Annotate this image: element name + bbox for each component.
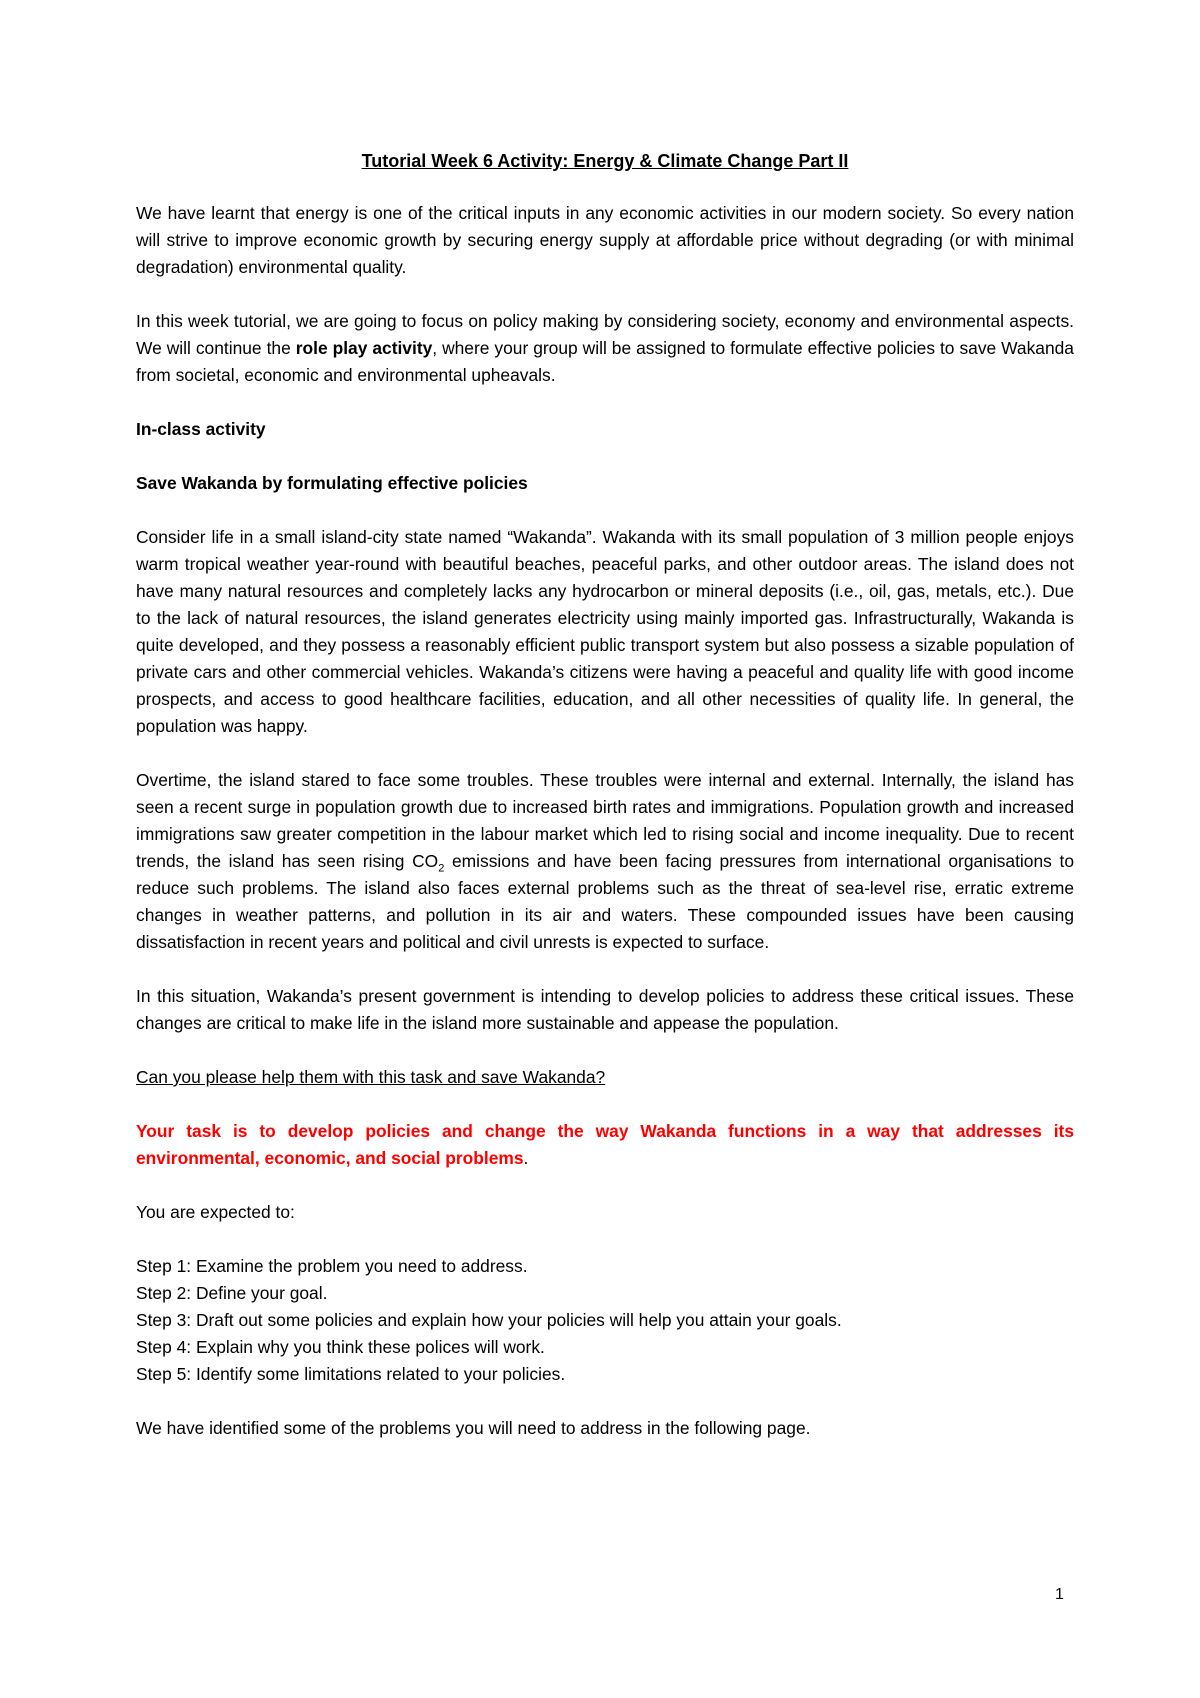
situation-paragraph: In this situation, Wakanda’s present government is intending to develop policies to address these critical issues. These changes are critical to make life in the island more sustainable and appease the population. [136, 986, 1074, 1033]
troubles-text-after: emissions and have been facing pressures from international organisations to reduce such problems. The island also faces external problems such as the threat of sea-level rise, erratic extreme changes in weather patterns, and pollution in its air and waters. These compounded issues have been causing dissatisfaction in recent years and political and civil unrests is expected to surface. [136, 851, 1074, 952]
step-item: Step 5: Identify some limitations related to your policies. [136, 1364, 566, 1384]
steps-list [136, 1253, 1074, 1388]
focus-bold-text: role play activity [295, 338, 433, 358]
task-end: . [523, 1148, 529, 1168]
troubles-text-before: Overtime, the island stared to face some troubles. These troubles were internal and external. Internally, the island has seen a recent surge in population growth due to increased birth rates and immigrations. Population growth and increased immigrations saw greater competition in the labour market which led to rising social and income inequality. Due to recent trends, the island has seen rising CO [136, 770, 1074, 871]
closing-line: We have identified some of the problems you will need to address in the following page. [136, 1418, 811, 1438]
scenario-paragraph: Consider life in a small island-city state named “Wakanda”. Wakanda with its small population of 3 million people enjoys warm tropical weather year-round with beautiful beaches, peaceful parks, and other outdoor areas. The island does not have many natural resources and completely lacks any hydrocarbon or mineral deposits (i.e., oil, gas, metals, etc.). Due to the lack of natural resources, the island generates electricity using mainly imported gas. Infrastructurally, Wakanda is quite developed, and they possess a reasonably efficient public transport system but also possess a sizable population of private cars and other commercial vehicles. Wakanda’s citizens were having a peaceful and quality life with good income prospects, and access to good healthcare facilities, education, and all other necessities of quality life. In general, the population was happy. [136, 527, 1074, 736]
co2-subscript: 2 [438, 862, 445, 875]
page-title: Tutorial Week 6 Activity: Energy & Climate Change Part II [361, 151, 849, 171]
focus-paragraph [136, 308, 1074, 389]
question-line: Can you please help them with this task and save Wakanda? [136, 1067, 606, 1087]
intro-paragraph: We have learnt that energy is one of the critical inputs in any economic activities in our modern society. So every nation will strive to improve economic growth by securing energy supply at affordable price without degrading (or with minimal degradation) environmental quality. [136, 203, 1074, 277]
document-content [136, 148, 1074, 1469]
step-item: Step 3: Draft out some policies and explain how your policies will help you attain your goals. [136, 1310, 842, 1330]
troubles-paragraph [136, 767, 1074, 956]
step-item: Step 4: Explain why you think these polices will work. [136, 1337, 545, 1357]
inclass-heading: In-class activity [136, 419, 266, 439]
step-item: Step 2: Define your goal. [136, 1283, 328, 1303]
page-number: 1 [1055, 1586, 1064, 1603]
save-wakanda-heading: Save Wakanda by formulating effective policies [136, 473, 528, 493]
step-item: Step 1: Examine the problem you need to address. [136, 1256, 528, 1276]
focus-text-after: , where your group will be assigned to formulate effective policies to save Wakanda from societal, economic and environmental upheavals. [136, 338, 1074, 385]
task-paragraph [136, 1118, 1074, 1172]
focus-text-before: In this week tutorial, we are going to focus on policy making by considering society, economy and environmental aspects. We will continue the [136, 311, 1074, 358]
task-red-text: Your task is to develop policies and change the way Wakanda functions in a way that addresses its environmental, economic, and social problems [136, 1121, 1074, 1168]
expected-line: You are expected to: [136, 1202, 295, 1222]
